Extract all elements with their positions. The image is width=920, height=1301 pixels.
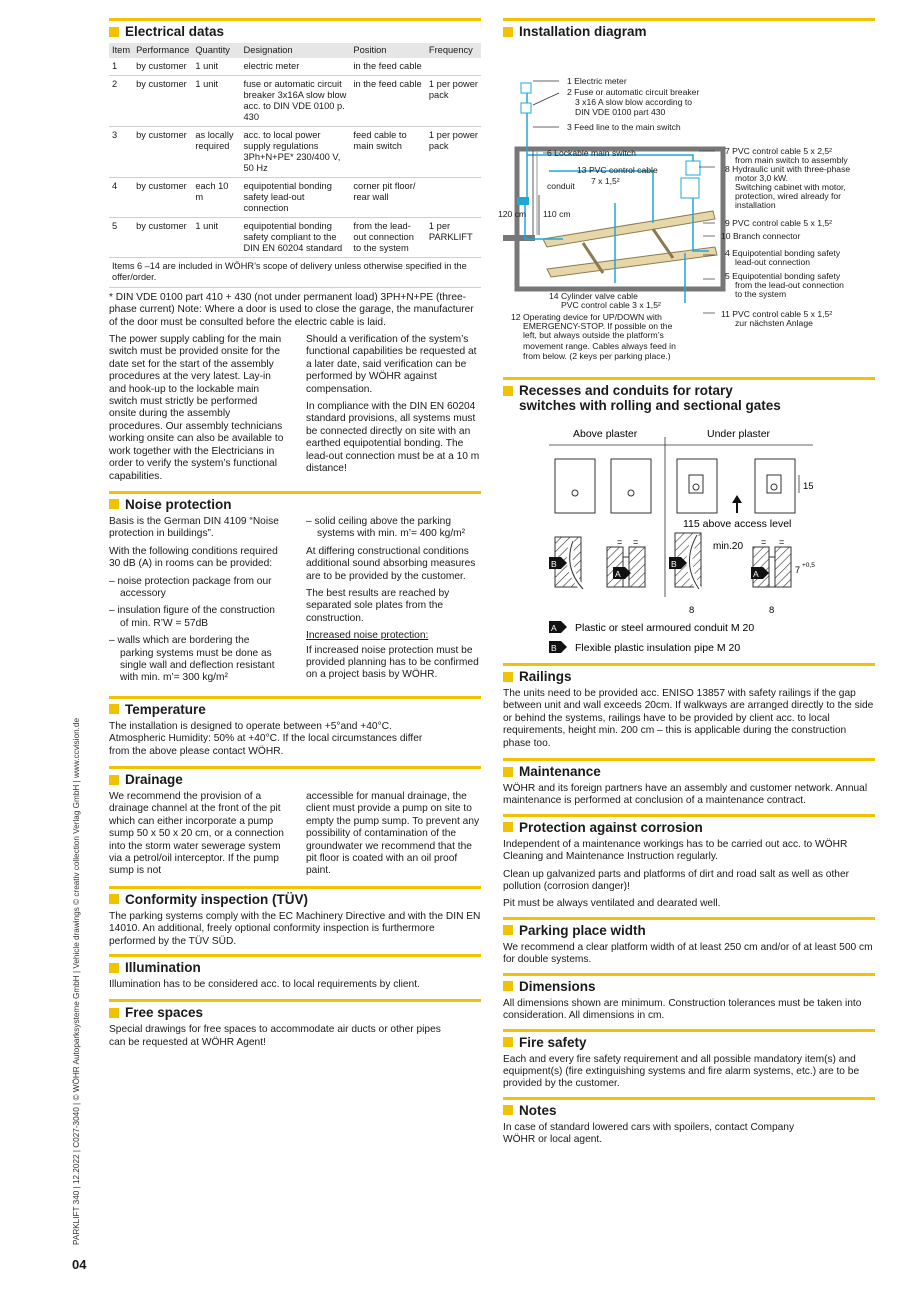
label-5: 5 Equipotential bonding safety (725, 271, 841, 281)
label-12: movement range. Cables always feed in (523, 341, 676, 351)
corrosion-text: Clean up galvanized parts and platforms of dirt and road salt as well as other pollution (corrosion danger)! (503, 868, 850, 893)
footnote: * DIN VDE 0100 part 410 + 430 (not under permanent load) 3PH+N+PE (three-phase current) Note: Where a door is used to close the garage, the manufacturer of the door must be consulted before the electric cable is laid. (109, 291, 474, 328)
table-cell-quantity: 1 unit (192, 58, 240, 76)
noise-item: – insulation figure of the construction of min. R’W = 57dB (109, 605, 275, 629)
bullet-square-icon (503, 925, 513, 935)
electrical-heading: Electrical datas (109, 24, 481, 39)
bullet-square-icon (109, 775, 119, 785)
table-header-cell: Item (109, 43, 133, 58)
table-row (109, 218, 481, 258)
railings-heading: Railings (503, 669, 875, 684)
conformity-section (109, 886, 481, 948)
label-8: protection, wired already for (735, 191, 842, 201)
electrical-col2b: In compliance with the DIN EN 60204 standard provisions, all systems must be connected directly on site with an earthed equipotential bonding. The lead-out connection must be at a 10 m distance! (306, 401, 480, 475)
dimensions-heading: Dimensions (503, 979, 875, 994)
table-cell-quantity: 1 unit (192, 76, 240, 127)
drainage-col2: accessible for manual drainage, the client must provide a pump on site to empty the pump sump. To prevent any possibility of contamination of the groundwater we recommend that the pit floor is coated with an oil proof paint. (306, 791, 480, 877)
installation-section (498, 18, 875, 361)
table-row (109, 127, 481, 178)
label-conduit: conduit (547, 181, 575, 191)
switch-box-surface (611, 459, 651, 513)
fire-heading: Fire safety (503, 1035, 875, 1050)
table-row (109, 178, 481, 218)
sidebar-copyright: PARKLIFT 340 | 12.2022 | C027-3040 | © WÖHR Autoparksysteme GmbH | Vehicle drawings © creativ collection Verlag GmbH | www.ccvision.de (72, 717, 81, 1245)
drainage-col1: We recommend the provision of a drainage channel at the front of the pit which can either incorporate a pump sump 50 x 50 x 20 cm, or a connection into the storm water sewerage system via a petrol/oil interceptor. If the pump sump is not (109, 791, 284, 877)
bullet-square-icon (109, 704, 119, 714)
free-spaces-section (109, 999, 481, 1049)
recesses-heading: Recesses and conduits for rotary (503, 383, 875, 398)
equal-mark: = (779, 537, 785, 547)
parking-width-section (503, 917, 875, 967)
label-height-120: 120 cm (498, 209, 527, 219)
noise-basis: Basis is the German DIN 4109 “Noise protection in buildings”. (109, 515, 279, 540)
table-note: Items 6 –14 are included in WÖHR’s scope of delivery unless otherwise specified in the offer/order. (109, 258, 481, 288)
label-main-switch: 6 Lockable main switch (547, 148, 636, 158)
free-spaces-heading: Free spaces (109, 1005, 481, 1020)
legend-a (549, 621, 754, 634)
table-cell-performance: by customer (133, 218, 192, 258)
railings-text: The units need to be provided acc. ENISO 13857 with safety railings if the gap between unit and wall exceeds 20cm. If walkways are arranged directly to the side or behind the systems, railings have to be provided by client acc. to local requirements, height min. 200 cm – this is applicable during the construction phase too. (503, 688, 874, 749)
table-cell-item: 4 (109, 178, 133, 218)
svg-text:Plastic or steel armoured cond: Plastic or steel armoured conduit M 20 (575, 622, 755, 634)
label-4: 4 Equipotential bonding safety (725, 248, 841, 258)
corrosion-heading: Protection against corrosion (503, 820, 875, 835)
circuit-breaker-icon (521, 103, 531, 113)
label-4: lead-out connection (735, 257, 811, 267)
noise-item: – walls which are bordering the parking systems must be done as single wall and deflection resistant with min. m’= 300 kg/m² (109, 635, 275, 684)
noise-item: – solid ceiling above the parking systems with min. m’= 400 kg/m² (306, 515, 466, 540)
installation-heading: Installation diagram (503, 24, 875, 39)
label-7: from main switch to assembly (735, 155, 848, 165)
hydraulic-unit-icon (681, 178, 699, 198)
svg-text:B: B (551, 559, 557, 569)
table-header-cell: Performance (133, 43, 192, 58)
recesses-heading-line2: switches with rolling and sectional gates (519, 398, 781, 413)
svg-text:A: A (551, 623, 557, 633)
label-7: 7 PVC control cable 5 x 2,5² (725, 146, 832, 156)
label-11: zur nächsten Anlage (735, 318, 813, 328)
table-cell-performance: by customer (133, 58, 192, 76)
label-10: 10 Branch connector (721, 231, 801, 241)
noise-conditions: With the following conditions required 30 dB (A) in rooms can be provided: (109, 545, 278, 570)
dim-8: 8 (769, 605, 775, 616)
wall-section (629, 547, 645, 587)
electrical-section (109, 18, 481, 488)
label-fuse: 3 x16 A slow blow according to (575, 97, 693, 107)
table-cell-frequency: 1 per PARKLIFT (426, 218, 481, 258)
switch-box-flush (755, 459, 795, 513)
corrosion-text: Pit must be always ventilated and dearated well. (503, 898, 721, 910)
dim-7: 7 (795, 565, 801, 575)
label-pvc-cable-13: 13 PVC control cable (577, 165, 658, 175)
dim-tolerance: +0,5 (802, 562, 815, 569)
table-header-cell: Quantity (192, 43, 240, 58)
table-cell-frequency (426, 178, 481, 218)
lower-platform (547, 247, 717, 277)
table-cell-frequency: 1 per power pack (426, 127, 481, 178)
table-header-cell: Frequency (426, 43, 481, 58)
label-8: Switching cabinet with motor, (735, 182, 846, 192)
notes-text: In case of standard lowered cars with spoilers, contact Company WÖHR or local agent. (503, 1121, 795, 1146)
bullet-square-icon (503, 981, 513, 991)
table-cell-designation: equipotential bonding safety compliant to the DIN EN 60204 standard (241, 218, 351, 258)
access-level-label: 115 above access level (683, 518, 792, 530)
label-12: from below. (2 keys per parking place.) (523, 350, 671, 361)
operating-device-icon (517, 197, 529, 205)
electrical-col1: The power supply cabling for the main switch must be provided onsite for the date set for the start of the assembly procedures at the very latest. Lay-in and hook-up to the lockable main switch must strictly be performed onsite during the assembly procedures. Our assembly technicians working onsite can also be available to work together with the Electricians in order to verify the system’s functional capabilities. (109, 334, 284, 482)
label-fuse: 2 Fuse or automatic circuit breaker (567, 87, 700, 97)
conformity-text: The parking systems comply with the EC Machinery Directive and with the DIN EN 14010. An additional, freely optional conformity inspection is furthermore performed by the TÜV SÜD. (109, 910, 481, 947)
fire-text: Each and every fire safety requirement and all possible mandatory item(s) and equipment(s) (fire extinguishing systems and fire alarm systems, etc.) are to be provided by the customer. (503, 1053, 860, 1090)
electrical-table (109, 43, 481, 258)
illumination-section (109, 954, 481, 991)
wall-section (775, 547, 791, 587)
legend-b (549, 641, 740, 654)
label-8: 8 Hydraulic unit with three-phase (725, 164, 851, 174)
dimensions-text: All dimensions shown are minimum. Construction tolerances must be taken into consideration. All dimensions in cm. (503, 997, 862, 1022)
table-cell-quantity: each 10 m (192, 178, 240, 218)
noise-section (109, 491, 481, 690)
bullet-square-icon (503, 386, 513, 396)
switch-box-surface (555, 459, 595, 513)
electric-meter-icon (521, 83, 531, 93)
table-row (109, 58, 481, 76)
table-cell-item: 2 (109, 76, 133, 127)
table-cell-quantity: 1 unit (192, 218, 240, 258)
dim-8: 8 (689, 605, 695, 616)
label-12: EMERGENCY-STOP. If possible on the (523, 321, 673, 331)
label-electric-meter: 1 Electric meter (567, 76, 627, 86)
table-cell-designation: acc. to local power supply regulations 3Ph+N+PE* 230/400 V, 50 Hz (241, 127, 351, 178)
corrosion-text: Independent of a maintenance workings has to be carried out acc. to WÖHR Cleaning and Maintenance Instruction regularly. (503, 838, 848, 863)
label-11: 11 PVC control cable 5 x 1,5² (721, 309, 833, 319)
label-5: to the system (735, 289, 787, 299)
corrosion-section (503, 814, 875, 911)
table-cell-position: corner pit floor/ rear wall (350, 178, 425, 218)
svg-text:Flexible plastic insulation pi: Flexible plastic insulation pipe M 20 (575, 642, 741, 654)
equal-mark: = (761, 537, 767, 547)
temperature-section (109, 696, 481, 758)
bullet-square-icon (109, 1008, 119, 1018)
bullet-square-icon (503, 27, 513, 37)
railings-section (503, 663, 875, 750)
main-switch-icon (686, 161, 700, 175)
label-8: motor 3,0 kW. (735, 173, 789, 183)
equal-mark: = (617, 537, 623, 547)
label-14: PVC control cable 3 x 1,5² (561, 300, 661, 310)
dimensions-section (503, 973, 875, 1023)
bullet-square-icon (503, 1105, 513, 1115)
noise-best: The best results are reached by separated sole plates from the construction. (306, 587, 450, 624)
parking-width-text: We recommend a clear platform width of at least 250 cm and/or of at least 500 cm for double systems. (503, 941, 873, 966)
recesses-section (503, 377, 875, 657)
label-12: 12 Operating device for UP/DOWN with (511, 312, 662, 322)
label-fuse: DIN VDE 0100 part 430 (575, 107, 666, 117)
table-cell-designation: electric meter (241, 58, 351, 76)
svg-text:A: A (615, 569, 621, 579)
maintenance-text: WÖHR and its foreign partners have an assembly and customer network. Annual maintenance is performed at conclusion of a maintenance contract. (503, 783, 868, 807)
free-spaces-text: Special drawings for free spaces to accommodate air ducts or other pipes can be requested at WÖHR Agent! (109, 1024, 441, 1048)
drainage-section (109, 766, 481, 883)
maintenance-section (503, 758, 875, 808)
min20-label: min.20 (713, 541, 744, 552)
table-cell-designation: equipotential bonding safety lead-out connection (241, 178, 351, 218)
table-cell-position: from the lead-out connection to the system (350, 218, 425, 258)
table-cell-quantity: as locally required (192, 127, 240, 178)
illumination-text: Illumination has to be considered acc. to local requirements by client. (109, 979, 420, 991)
bullet-square-icon (503, 1037, 513, 1047)
table-cell-position: feed cable to main switch (350, 127, 425, 178)
table-cell-performance: by customer (133, 76, 192, 127)
label-12: left, but always outside the platform’s (523, 330, 664, 340)
svg-text:B: B (551, 643, 557, 653)
parking-width-heading: Parking place width (503, 923, 875, 938)
floor-slab (503, 235, 535, 241)
right-column (498, 18, 875, 1152)
bullet-square-icon (109, 963, 119, 973)
conformity-heading: Conformity inspection (TÜV) (109, 892, 481, 907)
notes-section (503, 1097, 875, 1147)
above-plaster-label: Above plaster (573, 428, 638, 440)
noise-heading: Noise protection (109, 497, 481, 512)
table-cell-performance: by customer (133, 178, 192, 218)
equal-mark: = (633, 537, 639, 547)
page-number: 04 (72, 1257, 87, 1272)
fire-section (503, 1029, 875, 1091)
table-cell-frequency: 1 per power pack (426, 76, 481, 127)
temperature-heading: Temperature (109, 702, 481, 717)
label-pvc-cable-13: 7 x 1,5² (591, 176, 620, 186)
recesses-diagram (503, 417, 875, 657)
arrow-up-icon (732, 495, 742, 503)
left-column (109, 18, 481, 1054)
table-cell-designation: fuse or automatic circuit breaker 3x16A slow blow acc. to DIN VDE 0100 p. 430 (241, 76, 351, 127)
table-cell-item: 3 (109, 127, 133, 178)
table-cell-item: 1 (109, 58, 133, 76)
table-cell-performance: by customer (133, 127, 192, 178)
bullet-square-icon (503, 767, 513, 777)
noise-increased-heading: Increased noise protection: (306, 630, 429, 642)
drainage-heading: Drainage (109, 772, 481, 787)
table-row (109, 76, 481, 127)
noise-increased: If increased noise protection must be provided planning has to be confirmed on a project basis by WÖHR. (306, 644, 479, 681)
label-feed-line: 3 Feed line to the main switch (567, 122, 681, 132)
bullet-square-icon (109, 499, 119, 509)
bullet-square-icon (109, 27, 119, 37)
svg-text:A: A (753, 569, 759, 579)
label-5: from the lead-out connection (735, 280, 844, 290)
table-cell-position: in the feed cable (350, 58, 425, 76)
under-plaster-label: Under plaster (707, 428, 771, 440)
table-cell-item: 5 (109, 218, 133, 258)
label-9: 9 PVC control cable 5 x 1,5² (725, 218, 832, 228)
table-header-cell: Designation (241, 43, 351, 58)
label-8: installation (735, 200, 776, 210)
noise-item: – noise protection package from our accessory (109, 575, 272, 599)
switch-box-flush (677, 459, 717, 513)
maintenance-heading: Maintenance (503, 764, 875, 779)
label-14: 14 Cylinder valve cable (549, 291, 638, 301)
electrical-col2a: Should a verification of the system’s functional capabilities be requested at a later date, said verification can be performed by WÖHR against compensation. (306, 334, 477, 395)
dim-15: 15 (803, 481, 814, 492)
bullet-square-icon (109, 894, 119, 904)
svg-text:B: B (671, 559, 677, 569)
bullet-square-icon (503, 822, 513, 832)
illumination-heading: Illumination (109, 960, 481, 975)
bullet-square-icon (503, 672, 513, 682)
notes-heading: Notes (503, 1103, 875, 1118)
table-header-cell: Position (350, 43, 425, 58)
table-cell-position: in the feed cable (350, 76, 425, 127)
noise-differing: At differing constructional conditions additional sound absorbing measures are to be provided by the customer. (306, 545, 476, 582)
installation-diagram (498, 43, 875, 343)
temperature-text: The installation is designed to operate between +5°and +40°C. Atmospheric Humidity: 50% at +40°C. If the local circumstances differ from the above please contact WÖHR. (109, 720, 423, 757)
label-height-110: 110 cm (543, 209, 571, 219)
table-cell-frequency (426, 58, 481, 76)
